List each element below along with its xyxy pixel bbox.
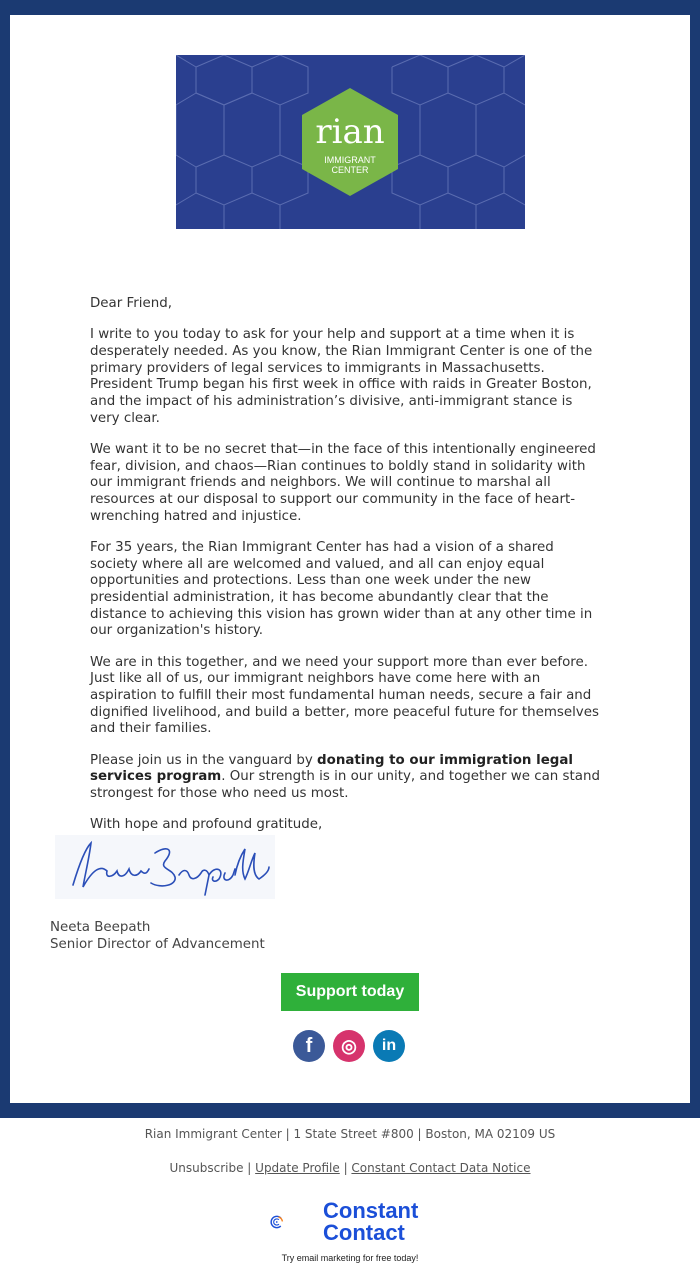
support-today-button[interactable]: Support today <box>281 973 419 1011</box>
footer-links <box>0 1161 700 1175</box>
paragraph-5-outro: . Our strength is in our unity, and together we can stand strongest for those who need us most. <box>90 769 600 802</box>
paragraph-5-intro: Please join us in the vanguard by <box>90 752 318 768</box>
signer-block <box>50 919 265 953</box>
constant-contact-logo-icon[interactable] <box>270 1198 318 1246</box>
logo-subtitle-line2: CENTER <box>331 165 369 175</box>
letter-body <box>90 296 602 848</box>
closing: With hope and profound gratitude, <box>90 817 323 833</box>
facebook-icon[interactable]: f <box>293 1030 325 1062</box>
handwritten-signature <box>55 835 275 899</box>
greeting: Dear Friend, <box>90 296 172 311</box>
paragraph-4: We are in this together, and we need your support more than ever before. Just like all of us, our immigrant neighbors have come here with an aspiration to fulfill their most fundamental human needs, secure a fair and dignified livelihood, and build a better, more peaceful future for themselves and their families. <box>90 654 599 737</box>
data-notice-link[interactable]: Constant Contact Data Notice <box>351 1161 531 1175</box>
unsubscribe-link[interactable]: Unsubscribe <box>169 1161 244 1175</box>
signer-name: Neeta Beepath <box>50 920 151 935</box>
logo-wordmark: rian <box>315 112 385 152</box>
signer-title: Senior Director of Advancement <box>50 937 265 952</box>
instagram-icon[interactable]: ◎ <box>333 1030 365 1062</box>
footer-separator: | <box>339 1161 352 1175</box>
email-card <box>10 15 690 1103</box>
update-profile-link[interactable]: Update Profile <box>255 1161 340 1175</box>
paragraph-2: We want it to be no secret that—in the face of this intentionally engineered fear, division, and chaos—Rian continues to boldly stand in solidarity with our immigrant friends and neighbors. We will continue to marshal all resources at our disposal to support our community in the face of heart-wrenching hatred and injustice. <box>90 441 596 524</box>
footer-address: Rian Immigrant Center | 1 State Street #800 | Boston, MA 02109 US <box>144 1127 556 1141</box>
signature-image <box>55 835 275 899</box>
rian-logo-banner[interactable] <box>176 55 525 229</box>
constant-contact-tagline[interactable]: Try email marketing for free today! <box>281 1253 419 1263</box>
footer-separator: | <box>243 1161 256 1175</box>
paragraph-1: I write to you today to ask for your help and support at a time when it is desperately needed. As you know, the Rian Immigrant Center is one of the primary providers of legal services to immigrants in Massachusetts. President Trump began his first week in office with raids in Greater Boston, and the impact of his administration’s divisive, anti-immigrant stance is very clear. <box>90 327 593 426</box>
donate-link[interactable]: donating to our immigration legal services program <box>90 752 573 785</box>
linkedin-icon[interactable]: in <box>373 1030 405 1062</box>
logo-subtitle-line1: IMMIGRANT <box>324 155 376 165</box>
social-links <box>293 1030 407 1064</box>
constant-contact-word-1: Constant <box>323 1198 419 1223</box>
paragraph-3: For 35 years, the Rian Immigrant Center has had a vision of a shared society where all are welcomed and valued, and all can enjoy equal opportunities and protections. Less than one week under the new presidential administration, it has become abundantly clear that the distance to achieving this vision has grown wider than at any other time in our organization's history. <box>90 539 593 639</box>
paragraph-5 <box>90 753 602 803</box>
constant-contact-word-2: Contact <box>323 1220 405 1245</box>
